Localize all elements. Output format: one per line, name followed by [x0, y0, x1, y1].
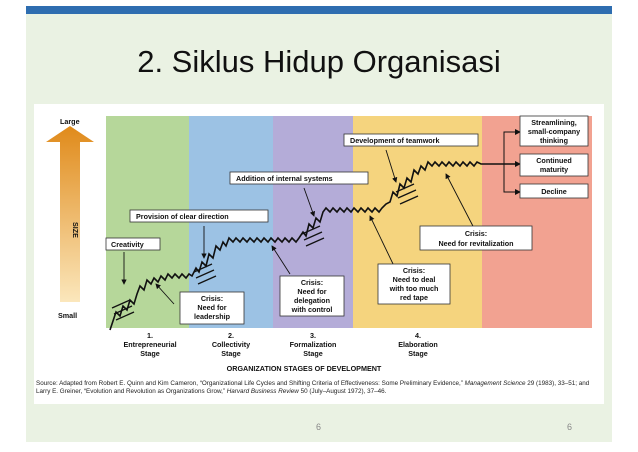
- source-journal-2: Harvard Business Review: [226, 388, 299, 395]
- slide: [26, 6, 612, 442]
- svg-text:maturity: maturity: [539, 165, 569, 174]
- svg-text:Crisis:: Crisis:: [300, 278, 324, 287]
- label-outcome-streamlining: [520, 116, 588, 146]
- svg-text:Creativity: Creativity: [111, 240, 144, 249]
- label-crisis-revitalization: [420, 226, 532, 250]
- slide-title: 2. Siklus Hidup Organisasi: [137, 44, 501, 79]
- svg-text:Streamlining,: Streamlining,: [531, 118, 577, 127]
- svg-text:Entrepreneurial: Entrepreneurial: [123, 340, 177, 349]
- page-number-center: 6: [316, 422, 322, 432]
- svg-text:Stage: Stage: [221, 349, 241, 358]
- svg-text:Formalization: Formalization: [289, 340, 337, 349]
- stage-label-3: [290, 331, 337, 358]
- svg-text:Need to deal: Need to deal: [392, 275, 436, 284]
- svg-text:2.: 2.: [228, 331, 234, 340]
- svg-text:leadership: leadership: [194, 312, 230, 321]
- label-outcome-continued: [520, 154, 588, 176]
- label-crisis-delegation: [280, 276, 344, 316]
- label-creativity: [106, 238, 160, 250]
- life-cycle-diagram: [34, 104, 604, 382]
- svg-text:Crisis:: Crisis:: [200, 294, 224, 303]
- svg-text:Provision of clear direction: Provision of clear direction: [136, 212, 229, 221]
- label-outcome-decline: [520, 184, 588, 198]
- svg-text:Need for: Need for: [297, 287, 327, 296]
- svg-text:Stage: Stage: [303, 349, 323, 358]
- svg-text:Elaboration: Elaboration: [398, 340, 438, 349]
- page-number-right: 6: [567, 422, 573, 432]
- stage-label-4: [398, 331, 438, 358]
- svg-text:with too much: with too much: [389, 284, 439, 293]
- label-teamwork: [344, 134, 478, 146]
- svg-text:3.: 3.: [310, 331, 316, 340]
- label-crisis-red-tape: [378, 264, 450, 304]
- svg-text:Continued: Continued: [536, 156, 572, 165]
- size-large-label: Large: [60, 117, 80, 126]
- svg-text:1.: 1.: [147, 331, 153, 340]
- svg-text:Addition of internal systems: Addition of internal systems: [236, 174, 333, 183]
- svg-text:4.: 4.: [415, 331, 421, 340]
- source-journal-1: Management Science: [464, 380, 526, 387]
- size-arrow: [46, 126, 94, 302]
- source-mid: 29 (1983), 33–51; and Larry E. Greiner, “Evolution and Revolution as Organizations Grow,”: [36, 380, 590, 395]
- slide-top-bar: [26, 6, 612, 14]
- life-cycle-figure: [34, 104, 604, 404]
- size-small-label: Small: [58, 311, 78, 320]
- svg-text:thinking: thinking: [540, 136, 568, 145]
- svg-text:Need for revitalization: Need for revitalization: [438, 239, 514, 248]
- source-citation: [36, 380, 602, 396]
- svg-text:Development of teamwork: Development of teamwork: [350, 136, 440, 145]
- label-crisis-leadership: [180, 292, 244, 324]
- svg-text:small-company: small-company: [527, 127, 581, 136]
- svg-text:Crisis:: Crisis:: [402, 266, 426, 275]
- stage-label-2: [212, 331, 250, 358]
- svg-text:Stage: Stage: [140, 349, 160, 358]
- source-prefix: Source: Adapted from Robert E. Quinn and Kim Cameron, “Organizational Life Cycles and Shifting Criteria of Effectiveness: Some Preliminary Evidence,”: [36, 380, 463, 387]
- svg-text:red tape: red tape: [400, 293, 428, 302]
- svg-text:with control: with control: [291, 305, 333, 314]
- svg-text:Crisis:: Crisis:: [464, 229, 488, 238]
- svg-text:delegation: delegation: [294, 296, 330, 305]
- stage-label-1: [123, 331, 176, 358]
- svg-text:Need for: Need for: [197, 303, 227, 312]
- size-axis-label: SIZE: [71, 222, 80, 238]
- stage-band-5: [482, 116, 592, 328]
- label-addition: [230, 172, 368, 184]
- source-suffix: 50 (July–August 1972), 37–46.: [300, 388, 387, 395]
- svg-text:Stage: Stage: [408, 349, 428, 358]
- svg-text:Decline: Decline: [541, 187, 567, 196]
- label-provision: [130, 210, 268, 222]
- svg-text:Collectivity: Collectivity: [211, 340, 251, 349]
- x-axis-title: ORGANIZATION STAGES OF DEVELOPMENT: [226, 364, 382, 373]
